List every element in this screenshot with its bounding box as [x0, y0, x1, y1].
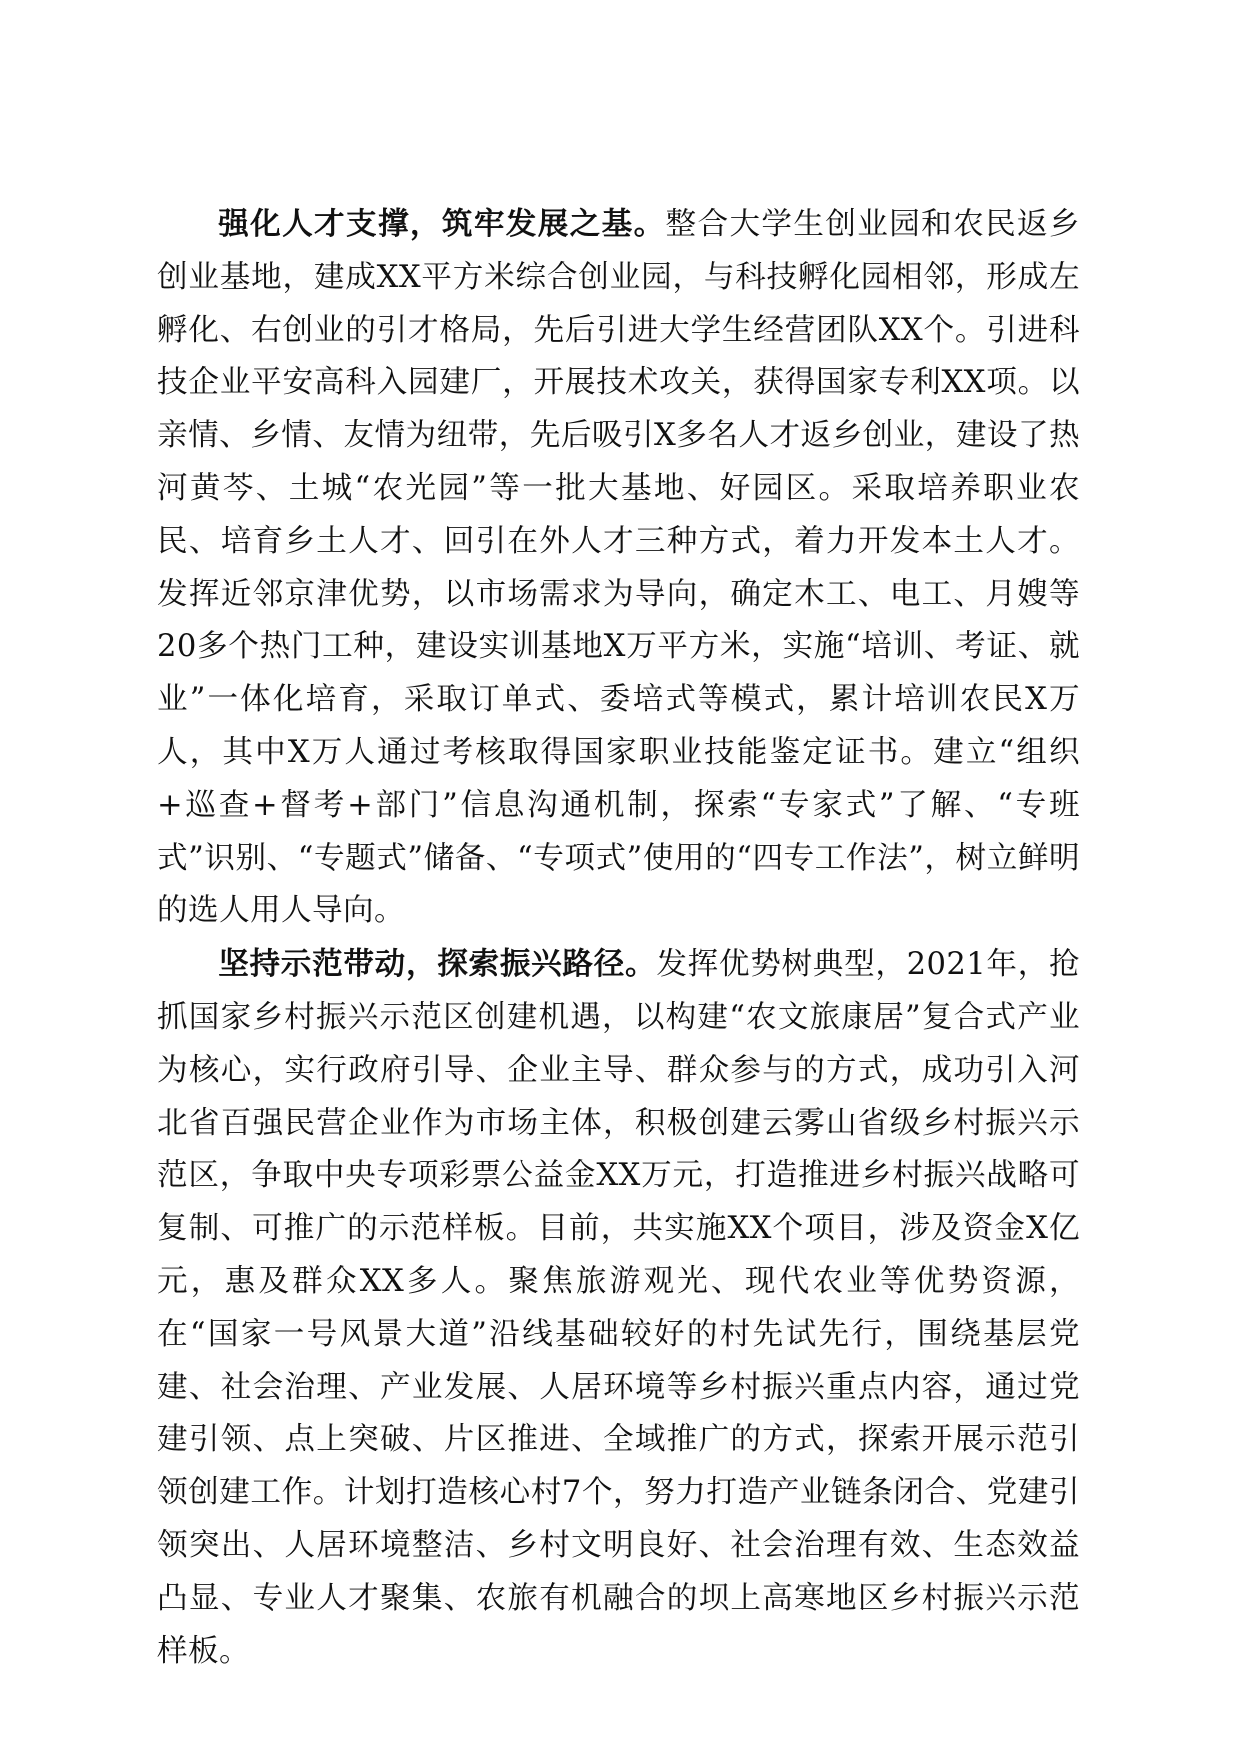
paragraph-heading: 坚持示范带动，探索振兴路径。 [218, 946, 657, 983]
paragraph-text: 整合大学生创业园和农民返乡创业基地，建成XX平方米综合创业园，与科技孵化园相邻，形成左孵化、右创业的引才格局，先后引进大学生经营团队XX个。引进科技企业平安高科入园建厂，开展技术攻关，获得国家专利XX项。以亲情、乡情、友情为纽带，先后吸引X多名人才返乡创业，建设了热河黄芩、土城“农光园”等一批大基地、好园区。采取培养职业农民、培育乡土人才、回引在外人才三种方式，着力开发本土人才。发挥近邻京津优势，以市场需求为导向，确定木工、电工、月嫂等20多个热门工种，建设实训基地X万平方米，实施“培训、考证、就业”一体化培育，采取订单式、委培式等模式，累计培训农民X万人，其中X万人通过考核取得国家职业技能鉴定证书。建立“组织+巡查+督考+部门”信息沟通机制，探索“专家式”了解、“专班式”识别、“专题式”储备、“专项式”使用的“四专工作法”，树立鲜明的选人用人导向。 [157, 207, 1080, 929]
document-body [157, 198, 1080, 1678]
paragraph-heading: 强化人才支撑，筑牢发展之基。 [218, 206, 666, 242]
paragraph-talent-support [157, 198, 1080, 938]
paragraph-text: 发挥优势树典型，2021年，抢抓国家乡村振兴示范区创建机遇，以构建“农文旅康居”复合式产业为核心，实行政府引导、企业主导、群众参与的方式，成功引入河北省百强民营企业作为市场主体，积极创建云雾山省级乡村振兴示范区，争取中央专项彩票公益金XX万元，打造推进乡村振兴战略可复制、可推广的示范样板。目前，共实施XX个项目，涉及资金X亿元，惠及群众XX多人。聚焦旅游观光、现代农业等优势资源，在“国家一号风景大道”沿线基础较好的村先试先行，围绕基层党建、社会治理、产业发展、人居环境等乡村振兴重点内容，通过党建引领、点上突破、片区推进、全域推广的方式，探索开展示范引领创建工作。计划打造核心村7个，努力打造产业链条闭合、党建引领突出、人居环境整洁、乡村文明良好、社会治理有效、生态效益凸显、专业人才聚集、农旅有机融合的坝上高寒地区乡村振兴示范样板。 [157, 947, 1081, 1669]
paragraph-demonstration [157, 938, 1080, 1678]
